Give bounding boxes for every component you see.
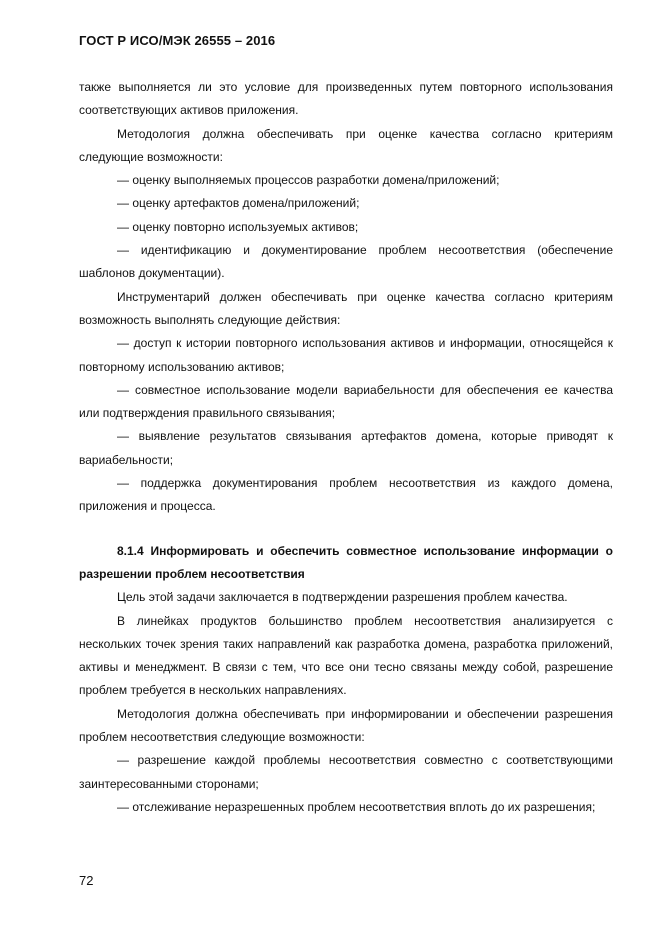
list-item: — идентификацию и документирование проблем несоответствия (обеспечение шаблонов документации). [79, 243, 613, 281]
page-header: ГОСТ Р ИСО/МЭК 26555 – 2016 [79, 33, 276, 48]
paragraph-3: Инструментарий должен обеспечивать при оценке качества согласно критериям возможность выполнять следующие действия: [79, 289, 613, 327]
list-item: — совместное использование модели вариабельности для обеспечения ее качества или подтверждения правильного связывания; [79, 382, 613, 421]
list-item: — отслеживание неразрешенных проблем несоответствия вплоть до их разрешения; [117, 799, 596, 814]
paragraph-4: Цель этой задачи заключается в подтверждении разрешения проблем качества. [117, 590, 568, 605]
list-item: — оценку артефактов домена/приложений; [117, 196, 360, 211]
paragraph-5: В линейках продуктов большинство проблем несоответствия анализируется с нескольких точек зрения таких направлений как разработка домена, разработка приложений, активы и менеджмент. В связи с тем, что все они тесно связаны между собой, разрешение проблем требуется в нескольких направлениях. [79, 613, 613, 698]
section-heading: 8.1.4 Информировать и обеспечить совместное использование информации о разрешении проблем несоответствия [79, 543, 613, 581]
list-item: — поддержка документирования проблем несоответствия из каждого домена, приложения и процесса. [79, 476, 613, 514]
paragraph-2: Методология должна обеспечивать при оценке качества согласно критериям следующие возможности: [79, 126, 613, 164]
list-item: — оценку выполняемых процессов разработки домена/приложений; [117, 173, 500, 188]
list-item: — выявление результатов связывания артефактов домена, которые приводят к вариабельности; [79, 429, 613, 467]
list-item: — оценку повторно используемых активов; [117, 219, 359, 234]
paragraph-6: Методология должна обеспечивать при информировании и обеспечении разрешения проблем несоответствия следующие возможности: [79, 706, 613, 745]
page-number: 72 [79, 873, 94, 888]
list-item: — разрешение каждой проблемы несоответствия совместно с соответствующими заинтересованными сторонами; [79, 753, 613, 791]
document-body [79, 76, 613, 819]
list-item: — доступ к истории повторного использования активов и информации, относящейся к повторному использованию активов; [79, 336, 613, 374]
paragraph-1: также выполняется ли это условие для произведенных путем повторного использования соответствующих активов приложения. [79, 80, 613, 118]
